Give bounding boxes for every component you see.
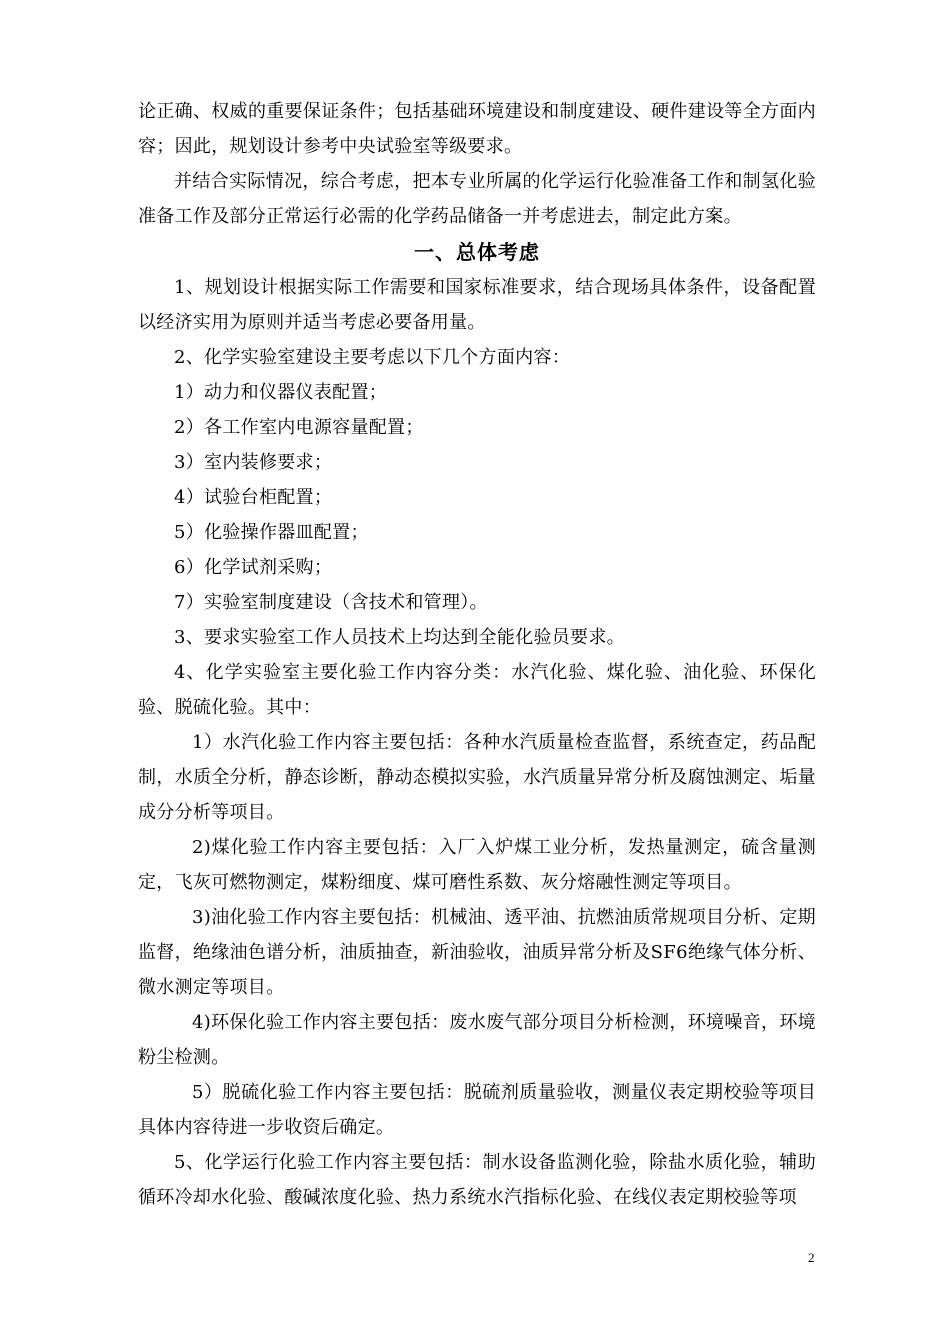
item-3: 3、要求实验室工作人员技术上均达到全能化验员要求。 bbox=[174, 627, 625, 648]
page-number: 2 bbox=[808, 1250, 815, 1265]
item-2: 2、化学实验室建设主要考虑以下几个方面内容： bbox=[174, 347, 571, 368]
page-body bbox=[138, 94, 816, 1215]
item-2-sub-4: 4）试验台柜配置； bbox=[174, 487, 333, 508]
item-4-sub-1: 1）水汽化验工作内容主要包括：各种水汽质量检查监督，系统查定，药品配制，水质全分析，静态诊断，静动态模拟实验，水汽质量异常分析及腐蚀测定、垢量成分分析等项目。 bbox=[138, 732, 816, 823]
item-2-sub-7: 7）实验室制度建设（含技术和管理）。 bbox=[174, 592, 488, 613]
item-4-sub-3: 3)油化验工作内容主要包括：机械油、透平油、抗燃油质常规项目分析、定期监督，绝缘油色谱分析，油质抽查，新油验收，油质异常分析及SF6绝缘气体分析、微水测定等项目。 bbox=[138, 907, 816, 998]
item-2-sub-1: 1）动力和仪器仪表配置； bbox=[174, 382, 388, 403]
item-2-sub-2: 2）各工作室内电源容量配置； bbox=[174, 417, 424, 438]
item-5: 5、化学运行化验工作内容主要包括：制水设备监测化验，除盐水质化验，辅助循环冷却水化验、酸碱浓度化验、热力系统水汽指标化验、在线仪表定期校验等项 bbox=[138, 1152, 816, 1208]
section-heading: 一、总体考虑 bbox=[414, 240, 540, 264]
item-4: 4、化学实验室主要化验工作内容分类：水汽化验、煤化验、油化验、环保化验、脱硫化验。其中： bbox=[138, 662, 816, 718]
item-2-sub-6: 6）化学试剂采购； bbox=[174, 557, 333, 578]
item-4-sub-2: 2)煤化验工作内容主要包括：入厂入炉煤工业分析，发热量测定，硫含量测定，飞灰可燃物测定，煤粉细度、煤可磨性系数、灰分熔融性测定等项目。 bbox=[138, 837, 816, 893]
item-4-sub-4: 4)环保化验工作内容主要包括：废水废气部分项目分析检测，环境噪音，环境粉尘检测。 bbox=[138, 1012, 816, 1068]
intro-paragraph-1: 论正确、权威的重要保证条件；包括基础环境建设和制度建设、硬件建设等全方面内容；因此，规划设计参考中央试验室等级要求。 bbox=[138, 101, 816, 157]
item-2-sub-3: 3）室内装修要求； bbox=[174, 452, 333, 473]
item-2-sub-5: 5）化验操作器皿配置； bbox=[174, 522, 369, 543]
intro-paragraph-2: 并结合实际情况，综合考虑，把本专业所属的化学运行化验准备工作和制氢化验准备工作及部分正常运行必需的化学药品储备一并考虑进去，制定此方案。 bbox=[138, 171, 816, 227]
item-4-sub-5: 5）脱硫化验工作内容主要包括：脱硫剂质量验收，测量仪表定期校验等项目具体内容待进一步收资后确定。 bbox=[138, 1082, 816, 1138]
item-1: 1、规划设计根据实际工作需要和国家标准要求，结合现场具体条件，设备配置以经济实用为原则并适当考虑必要备用量。 bbox=[138, 277, 816, 333]
